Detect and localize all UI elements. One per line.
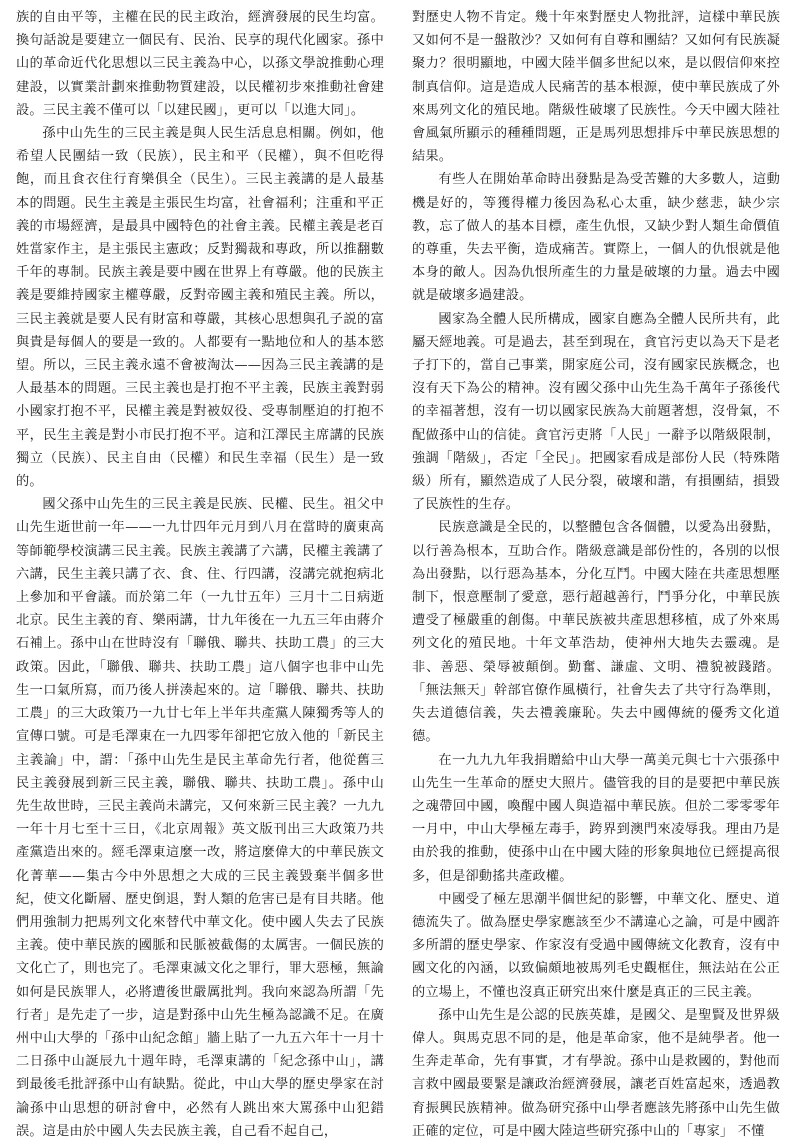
paragraph: 中國受了極左思潮半個世紀的影響，中華文化、歷史、道德流失了。做為歷史學家應該至少不講違心之論，可是中國許多所謂的歷史學家、作家沒有受過中國傳統文化教育，沒有中國文化的內涵，以致偏頗地被馬列毛史觀框住，無法站在公正的立場上，不懂也沒真正研究出來什麼是真正的三民主義。: [412, 891, 780, 1000]
paragraph: 在一九九九年我捐贈給中山大學一萬美元與七十六張孫中山先生一生革命的歷史大照片。儘管我的目的是要把中華民族之魂帶回中國，喚醒中國人與造福中華民族。但於二零零零年一月中，中山大學極左毒手，跨界到澳門來凌辱我。理由乃是由於我的推動，使孫中山在中國大陸的形象與地位已經提高很多，但是卻動搖共產政權。: [412, 752, 780, 884]
paragraph: 對歷史人物不肯定。幾十年來對歷史人物批評，這樣中華民族又如何不是一盤散沙？又如何有自尊和團結？又如何有民族凝聚力？很明顯地，中國大陸半個多世紀以來，是以假信仰來控制真信仰。這是造成人民痛苦的基本根源，使中華民族成了外來馬列文化的殖民地。階級性破壞了民族性。今天中國大陸社會風氣所顯示的種種問題，正是馬列思想排斥中華民族思想的結果。: [412, 10, 780, 165]
left-column: [16, 6, 384, 1139]
paragraph: 國父孫中山先生的三民主義是民族、民權、民生。祖父中山先生逝世前一年——一九廿四年元月到八月在當時的廣東高等師範學校演講三民主義。民族主義講了六講，民權主義講了六講，民生主義只講了衣、食、住、行四講，沒講完就抱病北上參加和平會議。而於第二年（一九廿五年）三月十二日病逝北京。民生主義的育、樂兩講，廿九年後在一九五三年由蔣介石補上。孫中山在世時沒有「聯俄、聯共、扶助工農」的三大政策。因此，「聯俄、聯共、扶助工農」這八個字也非中山先生一口氣所寫，而乃後人拼湊起來的。這「聯俄、聯共、扶助工農」的三大政策乃一九廿七年上半年共產黨人陳獨秀等人的宣傳口號。可是毛澤東在一九四零年卻把它放入他的「新民主主義論」中，謂：「孫中山先生是民主革命先行者，他從舊三民主義發展到新三民主義，聯俄、聯共、扶助工農」。孫中山先生故世時，三民主義尚未講完，又何來新三民主義？一九九一年十月七至十三日，《北京周報》英文版刊出三大政策乃共產黨造出來的。經毛澤東這麼一改，將這麼偉大的中華民族文化菁華——集古今中外思想之大成的三民主義毀棄半個多世紀，使文化斷層、歷史倒退，對人類的危害已是有目共睹。他們用強制力把馬列文化來替代中華文化。使中國人失去了民族主義。使中華民族的國脈和民脈被截傷的太厲害。一個民族的文化亡了，則也完了。毛澤東滅文化之罪行，罪大惡極，無論如何是民族罪人，必將遭後世嚴厲批判。我向來認為所謂「先行者」是先走了一步，這是對孫中山先生極為認識不足。在廣州中山大學的「孫中山紀念館」牆上貼了一九五六年十一月十二日孫中山誕辰九十週年時，毛澤東講的「紀念孫中山」，講到最後毛批評孫中山有缺點。從此，中山大學的歷史學家在討論孫中山思想的研討會中，必然有人跳出來大罵孫中山犯錯誤。這是由於中國人失去民族主義，自己看不起自己，: [16, 497, 384, 1139]
paragraph: 孫中山先生的三民主義是與人民生活息息相關。例如，他希望人民團結一致（民族），民主和平（民權），與不但吃得飽，而且食衣住行育樂俱全（民生）。三民主義講的是人最基本的問題。民生主義是主張民生均富，社會福利；注重和平正義的市場經濟，是最具中國特色的社會主義。民權主義是老百姓當家作主，是主張民主憲政；反對獨裁和專政，所以推翻數千年的專制。民族主義是要中國在世界上有尊嚴。他的民族主義是要維持國家主權尊嚴，反對帝國主義和殖民主義。所以，三民主義就是要人民有財富和尊嚴，其核心思想與孔子説的富與貴是每個人的要是一致的。人都要有一點地位和人的基本慾望。所以，三民主義永遠不會被淘汰——因為三民主義講的是人最基本的問題。三民主義也是打抱不平主義，民族主義對弱小國家打抱不平，民權主義是對被奴役、受專制壓迫的打抱不平，民生主義是對小市民打抱不平。這和江澤民主席講的民族獨立（民族）、民主自由（民權）和民生幸福（民生）是一致的。: [16, 126, 384, 490]
paragraph: 民族意識是全民的，以整體包含各個體，以愛為出發點，以行善為根本，互助合作。階級意識是部份性的，各別的以恨為出發點，以行惡為基本，分化互鬥。中國大陸在共產思想壓制下，恨意壓制了愛意，惡行超越善行，鬥爭分化，中華民族遭受了極嚴重的創傷。中華民族被共產思想移植，成了外來馬列文化的殖民地。十年文革浩劫，使神州大地失去靈魂。是非、善惡、榮辱被顛倒。勤奮、謙虛、文明、禮貌被踐踏。「無法無天」幹部官僚作風橫行，社會失去了共守行為準則，失去道德信義，失去禮義廉恥。失去中國傳統的優秀文化道德。: [412, 520, 780, 745]
paragraph: 有些人在開始革命時出發點是為受苦難的大多數人，這動機是好的，等獲得權力後因為私心太重，缺少慈悲，缺少宗教，忘了做人的基本目標，產生仇恨，又缺少對人類生命價值的尊重，失去平衡，造成痛苦。實際上，一個人的仇恨就是他本身的敵人。因為仇恨所產生的力量是破壞的力量。過去中國就是破壞多過建設。: [412, 172, 780, 304]
paragraph: 孫中山先生是公認的民族英雄，是國父、是聖賢及世界級偉人。與馬克思不同的是，他是革命家，他不是純學者。他一生奔走革命，先有事實，才有學說。孫中山是救國的，對他而言救中國最要緊是讓政治經濟發展，讓老百姓富起來，透過教育振興民族精神。做為研究孫中山學者應該先將孫中山先生做正確的定位，可是中國大陸這些研究孫中山的「專家」 不懂: [412, 1007, 780, 1139]
right-column: [412, 6, 780, 1139]
paragraph: 族的自由平等，主權在民的民主政治，經濟發展的民生均富。換句話說是要建立一個民有、民治、民享的現代化國家。孫中山的革命近代化思想以三民主義為中心，以孫文學說推動心理建設，以實業計劃來推動物質建設，以民權初步來推動社會建設。三民主義不僅可以「以建民國」，更可以「以進大同」。: [16, 10, 384, 118]
paragraph: 國家為全體人民所構成，國家自應為全體人民所共有，此屬天經地義。可是過去，甚至到現在，貪官污吏以為天下是老子打下的，當自己事業，開家庭公司，沒有國家民族概念，也沒有天下為公的精神。沒有國父孫中山先生為千萬年子孫後代的幸福著想，沒有一切以國家民族為大前題著想，沒骨氣，不配做孫中山的信徒。貪官污吏將「人民」一辭予以階級限制，強調「階級」，否定「全民」。把國家看成是部份人民（特殊階級）所有，顯然造成了人民分裂，破壞和諧，有損團結，損毀了民族性的生存。: [412, 311, 780, 513]
